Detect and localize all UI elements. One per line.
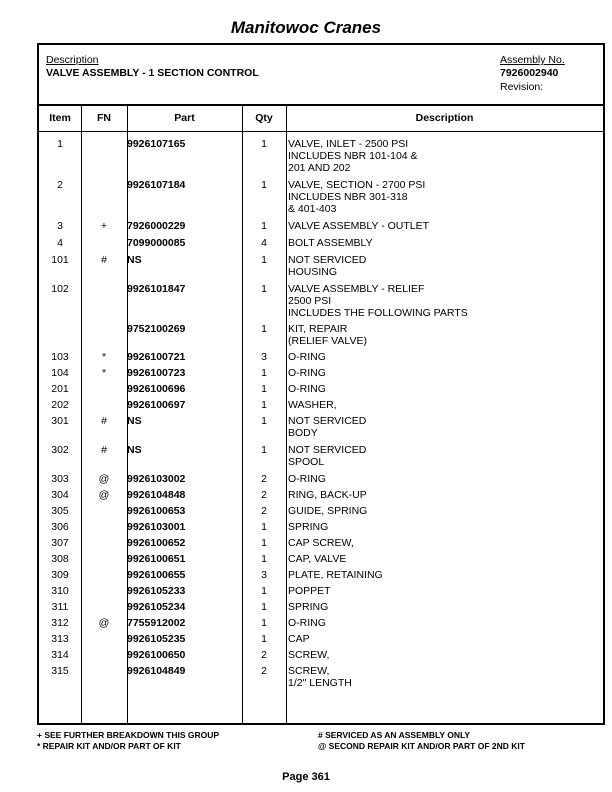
part-number: 9926107165 — [127, 138, 186, 150]
quantity: 2 — [261, 473, 267, 485]
quantity: 2 — [261, 649, 267, 661]
quantity: 1 — [261, 138, 267, 150]
item-number: 311 — [51, 601, 69, 613]
part-number: NS — [127, 254, 142, 266]
quantity: 1 — [261, 601, 267, 613]
item-number: 310 — [51, 585, 69, 597]
legend-right — [318, 730, 525, 751]
item-number: 312 — [51, 617, 69, 629]
quantity: 1 — [261, 283, 267, 295]
quantity: 1 — [261, 633, 267, 645]
part-description: SCREW, 1/2" LENGTH — [288, 665, 352, 689]
item-number: 315 — [51, 665, 69, 677]
part-number: 9926100652 — [127, 537, 186, 549]
part-description: O-RING — [288, 383, 326, 395]
quantity: 2 — [261, 665, 267, 677]
parts-list-frame — [37, 43, 605, 725]
fn-mark: @ — [98, 473, 110, 485]
part-number: 9926105233 — [127, 585, 186, 597]
legend-note: * REPAIR KIT AND/OR PART OF KIT — [37, 740, 181, 751]
column-header-qty: Qty — [255, 112, 273, 124]
column-divider — [81, 104, 82, 723]
part-description: O-RING — [288, 617, 326, 629]
part-description: VALVE, SECTION - 2700 PSI INCLUDES NBR 301-318 & 401-403 — [288, 179, 426, 215]
part-description: CAP SCREW, — [288, 537, 354, 549]
part-description: NOT SERVICED HOUSING — [288, 254, 367, 278]
column-header-part: Part — [174, 112, 195, 124]
part-number: NS — [127, 415, 142, 427]
assembly-header — [39, 45, 603, 106]
quantity: 1 — [261, 537, 267, 549]
quantity: 1 — [261, 179, 267, 191]
brand-title: Manitowoc Cranes — [230, 18, 382, 37]
part-description: SPRING — [288, 521, 329, 533]
description-label: Description — [46, 54, 99, 66]
column-divider — [127, 104, 128, 723]
part-number: 9926104848 — [127, 489, 186, 501]
part-number: 9926100721 — [127, 351, 186, 363]
assembly-description: VALVE ASSEMBLY - 1 SECTION CONTROL — [46, 67, 259, 79]
quantity: 1 — [261, 444, 267, 456]
column-header-description: Description — [415, 112, 474, 124]
quantity: 1 — [261, 254, 267, 266]
part-number: 9926101847 — [127, 283, 186, 295]
quantity: 1 — [261, 323, 267, 335]
fn-mark: # — [101, 415, 107, 427]
part-number: 9926104849 — [127, 665, 186, 677]
quantity: 1 — [261, 220, 267, 232]
part-number: 7755912002 — [127, 617, 186, 629]
legend-left — [37, 730, 219, 751]
column-header-item: Item — [49, 112, 71, 124]
part-description: POPPET — [288, 585, 331, 597]
part-description: GUIDE, SPRING — [288, 505, 368, 517]
assembly-number: 7926002940 — [500, 67, 559, 79]
part-description: SPRING — [288, 601, 329, 613]
item-number: 101 — [51, 254, 69, 266]
part-number: 9926100697 — [127, 399, 186, 411]
part-number: 9926103002 — [127, 473, 186, 485]
part-number: NS — [127, 444, 142, 456]
quantity: 1 — [261, 553, 267, 565]
fn-mark: * — [101, 367, 107, 379]
part-number: 9926100723 — [127, 367, 186, 379]
quantity: 1 — [261, 399, 267, 411]
quantity: 1 — [261, 383, 267, 395]
part-number: 9926105235 — [127, 633, 186, 645]
part-description: PLATE, RETAINING — [288, 569, 383, 581]
quantity: 1 — [261, 367, 267, 379]
column-divider — [242, 104, 243, 723]
quantity: 1 — [261, 585, 267, 597]
fn-mark: @ — [98, 617, 110, 629]
item-number: 304 — [51, 489, 69, 501]
revision-label: Revision: — [500, 81, 544, 93]
quantity: 3 — [261, 569, 267, 581]
item-number: 3 — [57, 220, 63, 232]
part-description: VALVE ASSEMBLY - RELIEF 2500 PSI INCLUDES THE FOLLOWING PARTS — [288, 283, 468, 319]
item-number: 309 — [51, 569, 69, 581]
fn-mark: # — [101, 254, 107, 266]
part-number: 7926000229 — [127, 220, 186, 232]
item-number: 4 — [57, 237, 63, 249]
item-number: 202 — [51, 399, 69, 411]
item-number: 302 — [51, 444, 69, 456]
part-description: RING, BACK-UP — [288, 489, 367, 501]
part-number: 9926100651 — [127, 553, 186, 565]
part-number: 9926107184 — [127, 179, 186, 191]
part-description: SCREW, — [288, 649, 330, 661]
item-number: 306 — [51, 521, 69, 533]
column-header-fn: FN — [97, 112, 111, 124]
part-description: CAP, VALVE — [288, 553, 347, 565]
item-number: 301 — [51, 415, 69, 427]
quantity: 1 — [261, 617, 267, 629]
part-description: VALVE, INLET - 2500 PSI INCLUDES NBR 101-104 & 201 AND 202 — [288, 138, 418, 174]
part-description: KIT, REPAIR (RELIEF VALVE) — [288, 323, 367, 347]
item-number: 308 — [51, 553, 69, 565]
assembly-number-label: Assembly No. — [500, 54, 565, 66]
part-description: O-RING — [288, 473, 326, 485]
part-description: NOT SERVICED SPOOL — [288, 444, 367, 468]
quantity: 2 — [261, 489, 267, 501]
part-number: 9926100655 — [127, 569, 186, 581]
item-number: 305 — [51, 505, 69, 517]
part-description: O-RING — [288, 351, 326, 363]
legend-note: # SERVICED AS AN ASSEMBLY ONLY — [318, 730, 471, 740]
item-number: 104 — [51, 367, 69, 379]
item-number: 313 — [51, 633, 69, 645]
part-description: NOT SERVICED BODY — [288, 415, 367, 439]
header-divider — [39, 131, 603, 132]
item-number: 103 — [51, 351, 69, 363]
part-number: 9926103001 — [127, 521, 186, 533]
part-description: O-RING — [288, 367, 326, 379]
item-number: 314 — [51, 649, 69, 661]
quantity: 3 — [261, 351, 267, 363]
item-number: 201 — [51, 383, 69, 395]
fn-mark: @ — [98, 489, 110, 501]
part-number: 9926100650 — [127, 649, 186, 661]
quantity: 2 — [261, 505, 267, 517]
part-description: VALVE ASSEMBLY - OUTLET — [288, 220, 430, 232]
page-number: Page 361 — [282, 771, 330, 783]
quantity: 4 — [261, 237, 267, 249]
item-number: 307 — [51, 537, 69, 549]
part-number: 9926100653 — [127, 505, 186, 517]
part-number: 9926105234 — [127, 601, 186, 613]
item-number: 102 — [51, 283, 69, 295]
item-number: 303 — [51, 473, 69, 485]
quantity: 1 — [261, 415, 267, 427]
quantity: 1 — [261, 521, 267, 533]
part-number: 7099000085 — [127, 237, 186, 249]
legend-note: @ SECOND REPAIR KIT AND/OR PART OF 2ND KIT — [318, 740, 525, 751]
part-number: 9926100696 — [127, 383, 186, 395]
fn-mark: * — [101, 351, 107, 363]
fn-mark: # — [101, 444, 107, 456]
legend-note: + SEE FURTHER BREAKDOWN THIS GROUP — [37, 730, 220, 740]
item-number: 2 — [57, 179, 63, 191]
part-number: 9752100269 — [127, 323, 186, 335]
fn-mark: + — [100, 220, 108, 232]
item-number: 1 — [57, 138, 63, 150]
part-description: BOLT ASSEMBLY — [288, 237, 373, 249]
column-divider — [286, 104, 287, 723]
part-description: WASHER, — [288, 399, 337, 411]
part-description: CAP — [288, 633, 310, 645]
